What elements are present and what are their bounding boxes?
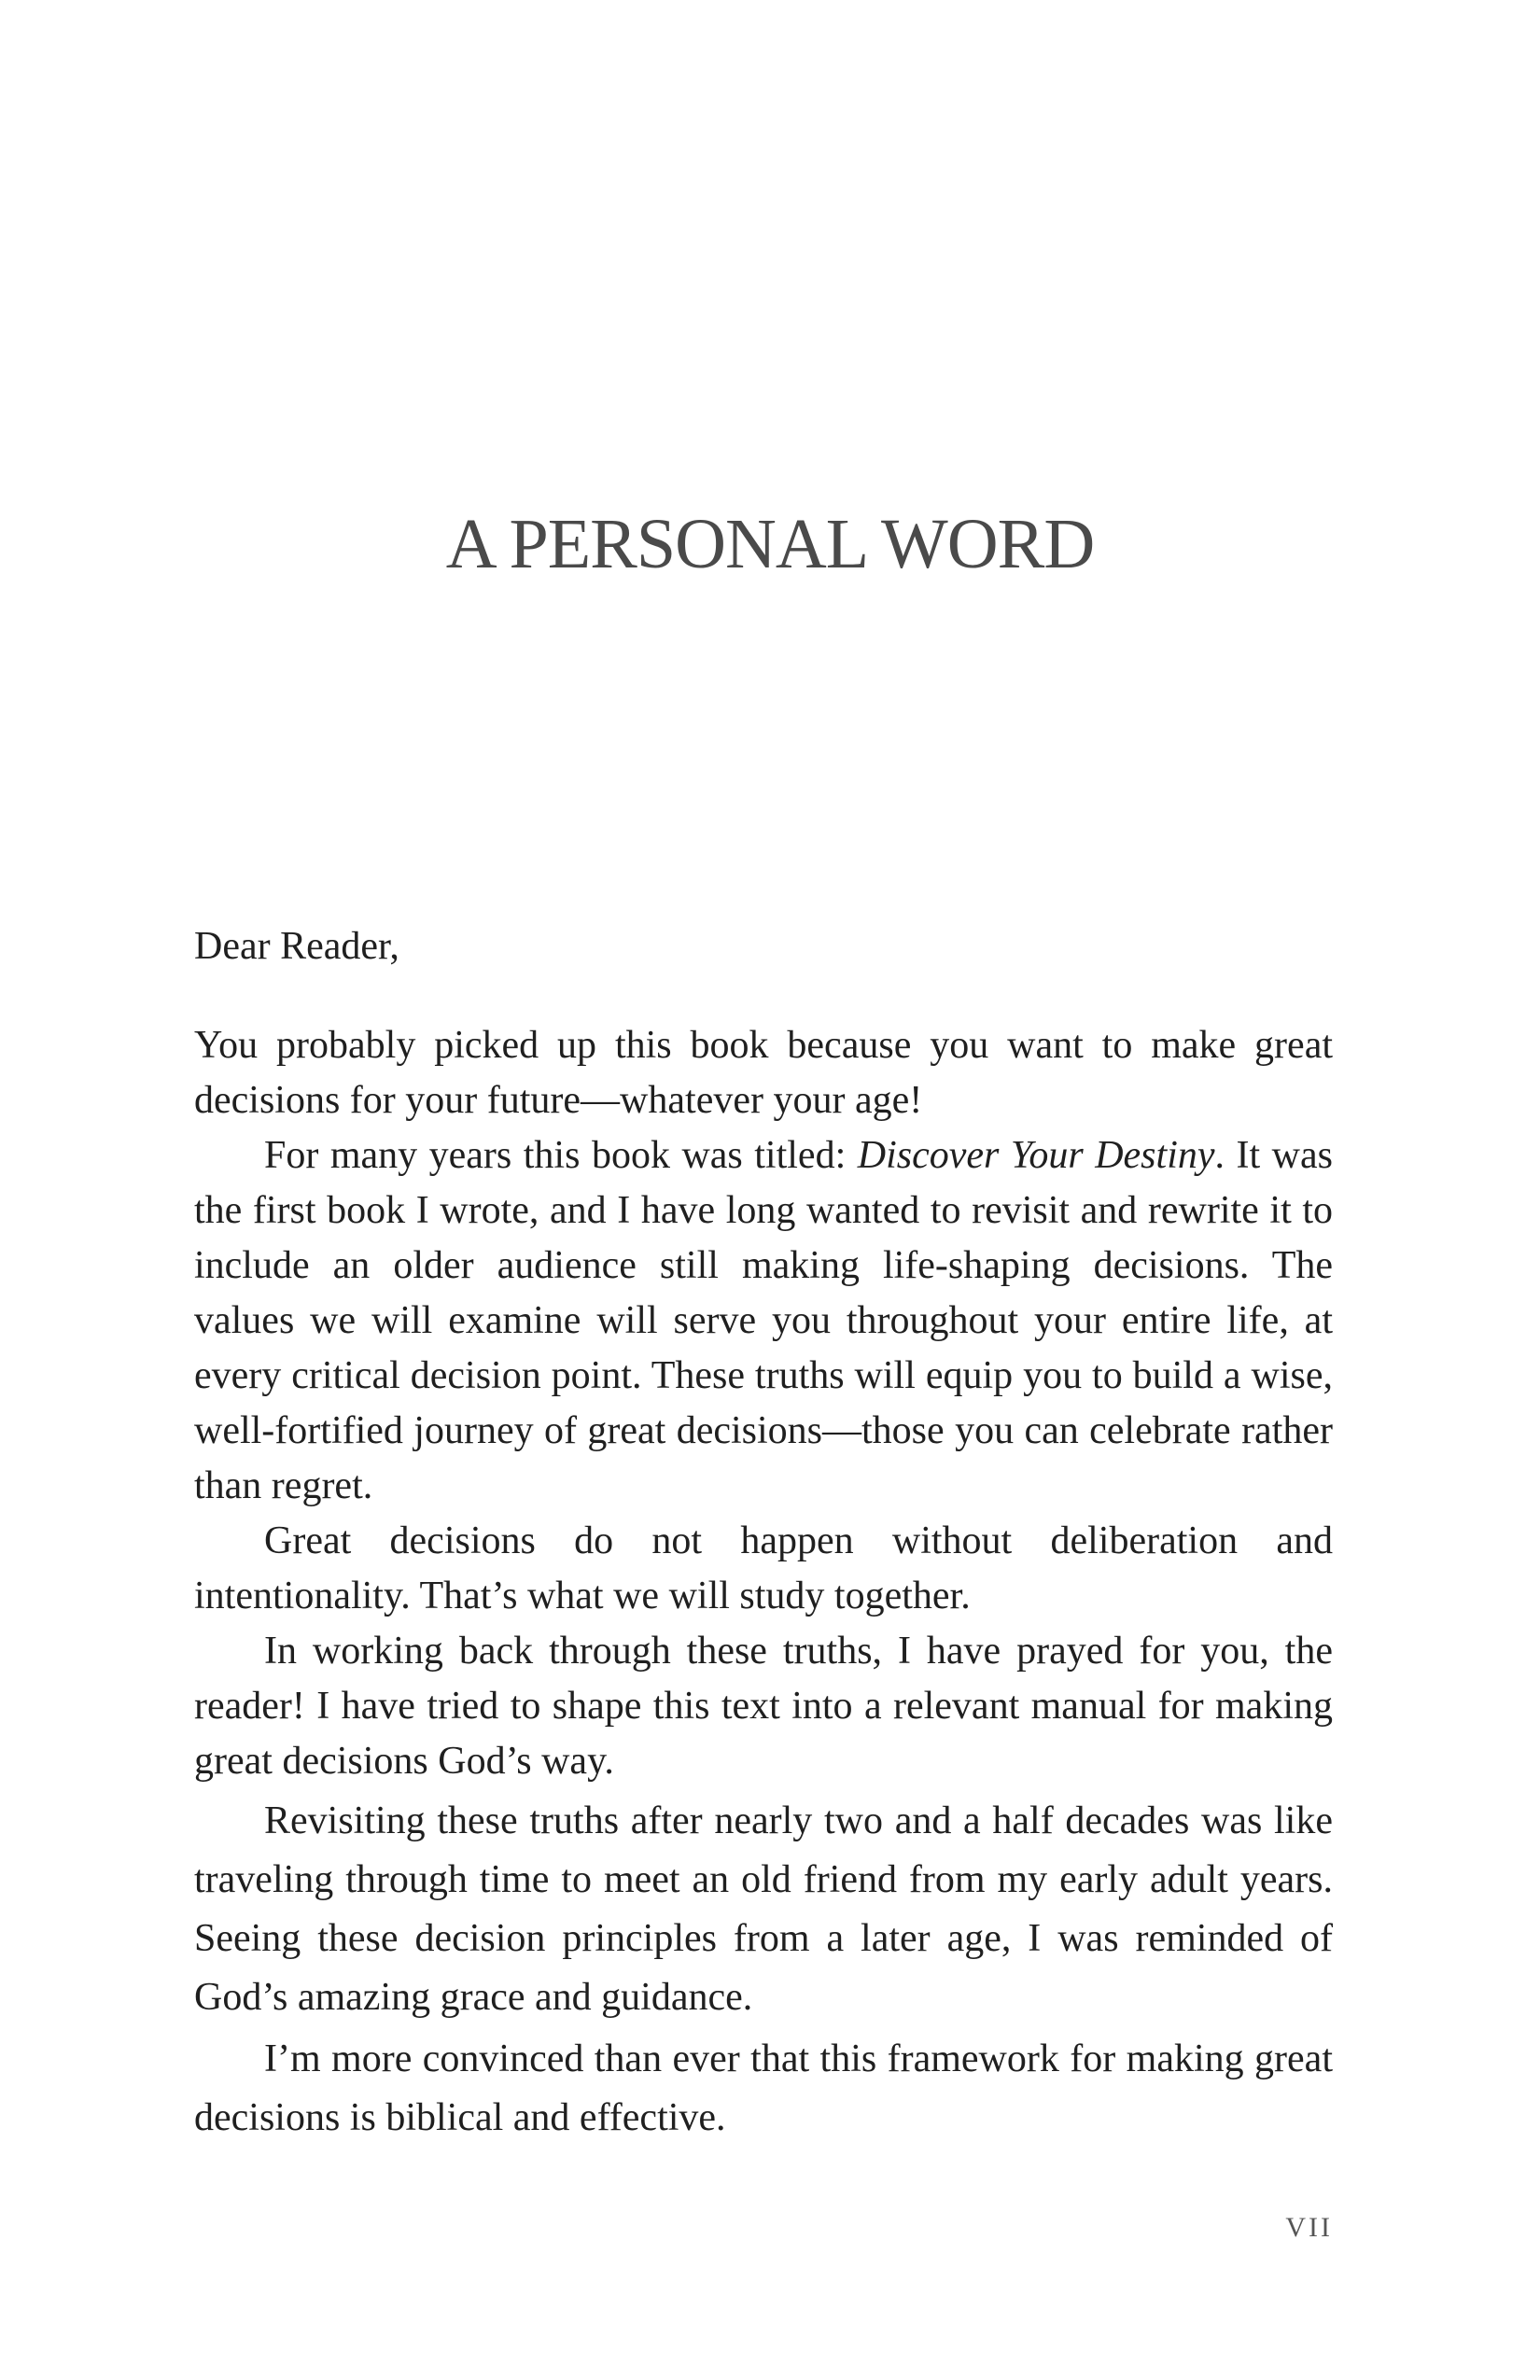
page-number: VII [1285,2212,1333,2243]
paragraph-great-decisions: Great decisions do not happen without deliberation and intentionality. That’s what we will study together. [194,1519,1333,1617]
letter-body [194,919,1333,2148]
paragraph-prayer: In working back through these truths, I have prayed for you, the reader! I have tried to shape this text into a relevant manual for making great decisions God’s way. [194,1630,1333,1783]
salutation: Dear Reader, [194,925,399,968]
paragraph-book-history [194,1128,1333,1514]
paragraph-revisiting: Revisiting these truths after nearly two and a half decades was like traveling through time to meet an old friend from my early adult years. Seeing these decision principles from a later age, I was reminded of God’s amazing grace and guidance. [194,1799,1333,2019]
book-title-italic: Discover Your Destiny [857,1134,1215,1177]
paragraph-text: . It was the first book I wrote, and I have long wanted to revisit and rewrite it to include an older audience still making life-shaping decisions. The values we will examine will serve you throughout your entire life, at every critical decision point. These truths will equip you to build a wise, well-fortified journey of great decisions—those you can celebrate rather than regret. [194,1134,1333,1507]
paragraph-text: For many years this book was titled: [264,1134,858,1177]
paragraph-intro: You probably picked up this book because you want to make great decisions for your future—whatever your age! [194,1024,1333,1122]
paragraph-conviction: I’m more convinced than ever that this framework for making great decisions is biblical and effective. [194,2037,1333,2139]
chapter-title: A PERSONAL WORD [445,505,1095,583]
